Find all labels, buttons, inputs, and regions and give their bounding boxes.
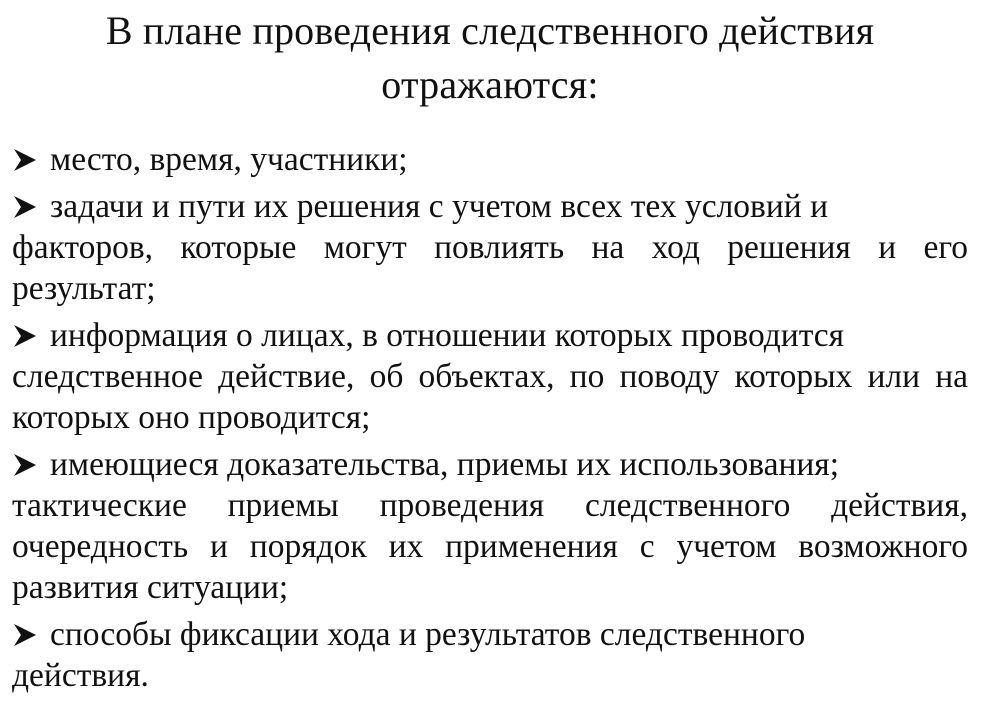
bullet-continuation: действия. [12, 657, 149, 694]
arrowhead-bullet-icon [12, 614, 52, 655]
bullet-first-line: место, время, участники; [50, 141, 408, 178]
list-item [12, 139, 968, 180]
bullet-list [12, 139, 968, 702]
bullet-continuation: тактические приемы проведения следственного действия, очередность и порядок их применения с учетом возможного развития ситуации; [12, 487, 968, 606]
list-item [12, 444, 968, 608]
arrowhead-bullet-icon [12, 139, 52, 180]
arrowhead-bullet-icon [12, 186, 52, 227]
bullet-text [12, 315, 968, 438]
bullet-first-line: информация о лицах, в отношении которых проводится [50, 317, 845, 354]
bullet-text [50, 139, 968, 180]
list-item [12, 315, 968, 438]
bullet-text [12, 444, 968, 608]
bullet-first-line: имеющиеся доказательства, приемы их использования; [50, 446, 840, 483]
bullet-text [12, 186, 968, 309]
bullet-first-line: способы фиксации хода и результатов следственного [50, 616, 806, 653]
list-item [12, 614, 968, 696]
bullet-text [12, 614, 968, 696]
bullet-continuation: следственное действие, об объектах, по поводу которых или на которых оно проводится; [12, 358, 968, 436]
arrowhead-bullet-icon [12, 444, 52, 485]
list-item [12, 186, 968, 309]
bullet-continuation: факторов, которые могут повлиять на ход решения и его результат; [12, 229, 968, 307]
slide-title: В плане проведения следственного действия отражаются: [105, 8, 875, 107]
arrowhead-bullet-icon [12, 315, 52, 356]
bullet-first-line: задачи и пути их решения с учетом всех тех условий и [50, 188, 829, 225]
